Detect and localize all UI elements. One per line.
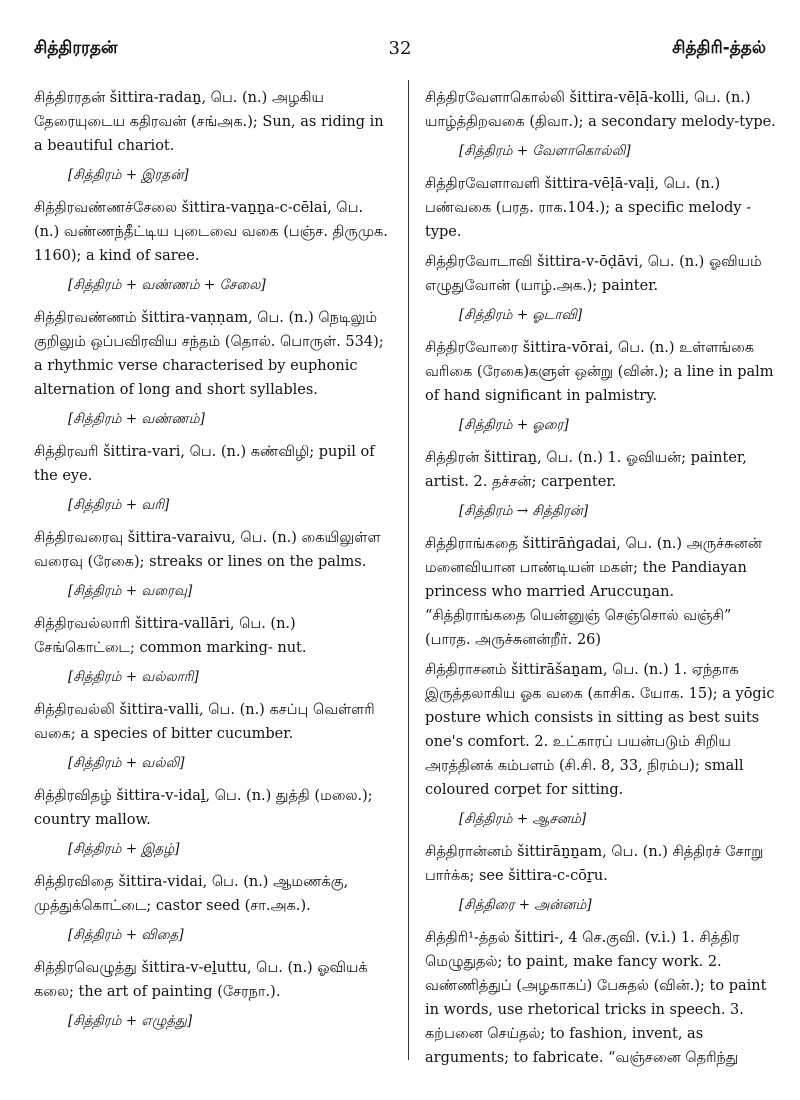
entry — [425, 840, 777, 916]
etymology: [சித்திரம் + இரதன்] — [68, 167, 189, 183]
entry — [425, 336, 777, 436]
entry — [34, 86, 390, 186]
etymology: [சித்திரம் + வரி] — [68, 497, 170, 513]
etymology: [சித்திரம் + வரைவு] — [68, 583, 193, 599]
entry — [34, 956, 390, 1032]
entry — [34, 306, 390, 430]
etymology: [சித்திரம் + வல்லாரி] — [68, 669, 199, 685]
etymology: [சித்திரம் + விதை] — [68, 927, 184, 943]
entry-text: சித்திரவரைவு šittira-varaivu, பெ. (n.) கையிலுள்ள வரைவு (ரேகை); streaks or lines on the palms. — [34, 530, 381, 570]
entry — [425, 172, 777, 244]
entry-text: சித்திரன் šittiraṉ, பெ. (n.) 1. ஓவியன்; painter, artist. 2. தச்சன்; carpenter. — [425, 450, 747, 490]
entry-text: சித்திரவோடாவி šittira-v-ōḍāvi, பெ. (n.) ஓவியம் எழுதுவோன் (யாழ்.அக.); painter. — [425, 254, 762, 294]
entry-text: சித்திரரதன் šittira-radaṉ, பெ. (n.) அழகிய தேரையுடைய கதிரவன் (சங்அக.); Sun, as riding in a beautiful chariot. — [34, 90, 384, 154]
entry — [34, 526, 390, 602]
entry — [425, 658, 777, 830]
entry — [34, 698, 390, 774]
entry-text: சித்திரான்னம் šittirāṉṉam, பெ. (n.) சித்திரச் சோறு பார்க்க; see šittira-c-cōṟu. — [425, 844, 764, 884]
etymology: [சித்திரம் → சித்திரன்] — [459, 503, 589, 519]
entry — [425, 926, 777, 1070]
etymology: [சித்திரை + அன்னம்] — [459, 897, 592, 913]
right-column — [425, 86, 777, 1076]
etymology: [சித்திரம் + வண்ணம் + சேலை] — [68, 277, 266, 293]
entry-text: சித்திராசனம் šittirāšaṉam, பெ. (n.) 1. ஏந்தாக இருத்தலாகிய ஓக வகை (காசிக. யோக. 15); a yōgic posture which consists in sitting as best suits one's comfort. 2. உட்காரப் பயன்படும் சிறிய அரத்தினக் கம்பளம் (சி.சி. 8, 33, நிரம்ப); small coloured corpet for sitting. — [425, 662, 775, 798]
entry-text: சித்திரவிதழ் šittira-v-idaḻ, பெ. (n.) துத்தி (மலை.); country mallow. — [34, 788, 373, 828]
etymology: [சித்திரம் + ஓடாவி] — [459, 307, 583, 323]
entry-text: சித்திரவிதை šittira-vidai, பெ. (n.) ஆமணக்கு, முத்துக்கொட்டை; castor seed (சா.அக.). — [34, 874, 349, 914]
entry — [34, 440, 390, 516]
entry — [34, 870, 390, 946]
entry-text: சித்திரவேளாகொல்லி šittira-vēḷā-kolli, பெ. (n.) யாழ்த்திறவகை (திவா.); a secondary melody-type. — [425, 90, 776, 130]
etymology: [சித்திரம் + எழுத்து] — [68, 1013, 193, 1029]
entry-text: சித்திரவேளாவளி šittira-vēḷā-vaḷi, பெ. (n.) பண்வகை (பரத. ராக.104.); a specific melody - type. — [425, 176, 752, 240]
entry-text: சித்திரவண்ணச்சேலை šittira-vaṉṉa-c-cēlai, பெ. (n.) வண்ணந்தீட்டிய புடைவை வகை (பஞ்ச. திருமுக. 1160); a kind of saree. — [34, 200, 388, 264]
entry — [34, 784, 390, 860]
entry — [425, 446, 777, 522]
page-number: 32 — [388, 38, 412, 59]
running-head-left: சித்திரரதன் — [34, 38, 118, 58]
entry-text: சித்திரவரி šittira-vari, பெ. (n.) கண்விழி; pupil of the eye. — [34, 444, 375, 484]
etymology: [சித்திரம் + வேளாகொல்லி] — [459, 143, 631, 159]
entry — [425, 86, 777, 162]
entry-text: சித்திரவல்லாரி šittira-vallāri, பெ. (n.) சேங்கொட்டை; common marking- nut. — [34, 616, 307, 656]
entry-text: சித்திரவோரை šittira-vōrai, பெ. (n.) உள்ளங்கை வரிகை (ரேகை)களுள் ஒன்று (வின்.); a line in palm of hand significant in palmistry. — [425, 340, 774, 404]
entry-text: சித்திரி¹-த்தல் šittiri-, 4 செ.குவி. (v.i.) 1. சித்திர மெழுதுதல்; to paint, make fancy work. 2. வண்ணித்துப் (அழகாகப்) பேசுதல் (வின்.); to paint in words, use rhetorical tricks in speech. 3. கற்பனை செய்தல்; to fashion, invent, as arguments; to fabricate. “வஞ்சனை தெரிந்து — [425, 930, 767, 1066]
etymology: [சித்திரம் + இதழ்] — [68, 841, 180, 857]
entry-text: சித்திராங்கதை šittirāṅgadai, பெ. (n.) அருச்சுனன் மனைவியான பாண்டியன் மகள்; the Pandiayan princess who married Aruccuṉan. “சித்திராங்கதை யென்னுஞ் செஞ்சொல் வஞ்சி” (பாரத. அருச்சுனன்றீர். 26) — [425, 536, 762, 648]
etymology: [சித்திரம் + வல்லி] — [68, 755, 185, 771]
etymology: [சித்திரம் + வண்ணம்] — [68, 411, 205, 427]
left-column — [34, 86, 390, 1042]
etymology: [சித்திரம் + ஓரை] — [459, 417, 569, 433]
entry — [34, 612, 390, 688]
entry — [425, 250, 777, 326]
running-head-right: சித்திரி-த்தல் — [672, 38, 766, 58]
entry-text: சித்திரவெழுத்து šittira-v-eḻuttu, பெ. (n.) ஓவியக் கலை; the art of painting (சேரநா.). — [34, 960, 368, 1000]
entry-text: சித்திரவண்ணம் šittira-vaṇṇam, பெ. (n.) நெடிலும் குறிலும் ஒப்பவிரவிய சந்தம் (தொல். பொருள். 534); a rhythmic verse characterised by euphonic alternation of long and short syllables. — [34, 310, 384, 398]
entry-text: சித்திரவல்லி šittira-valli, பெ. (n.) கசப்பு வெள்ளரி வகை; a species of bitter cucumber. — [34, 702, 375, 742]
column-divider — [408, 80, 409, 1060]
entry — [425, 532, 777, 652]
etymology: [சித்திரம் + ஆசனம்] — [459, 811, 587, 827]
entry — [34, 196, 390, 296]
